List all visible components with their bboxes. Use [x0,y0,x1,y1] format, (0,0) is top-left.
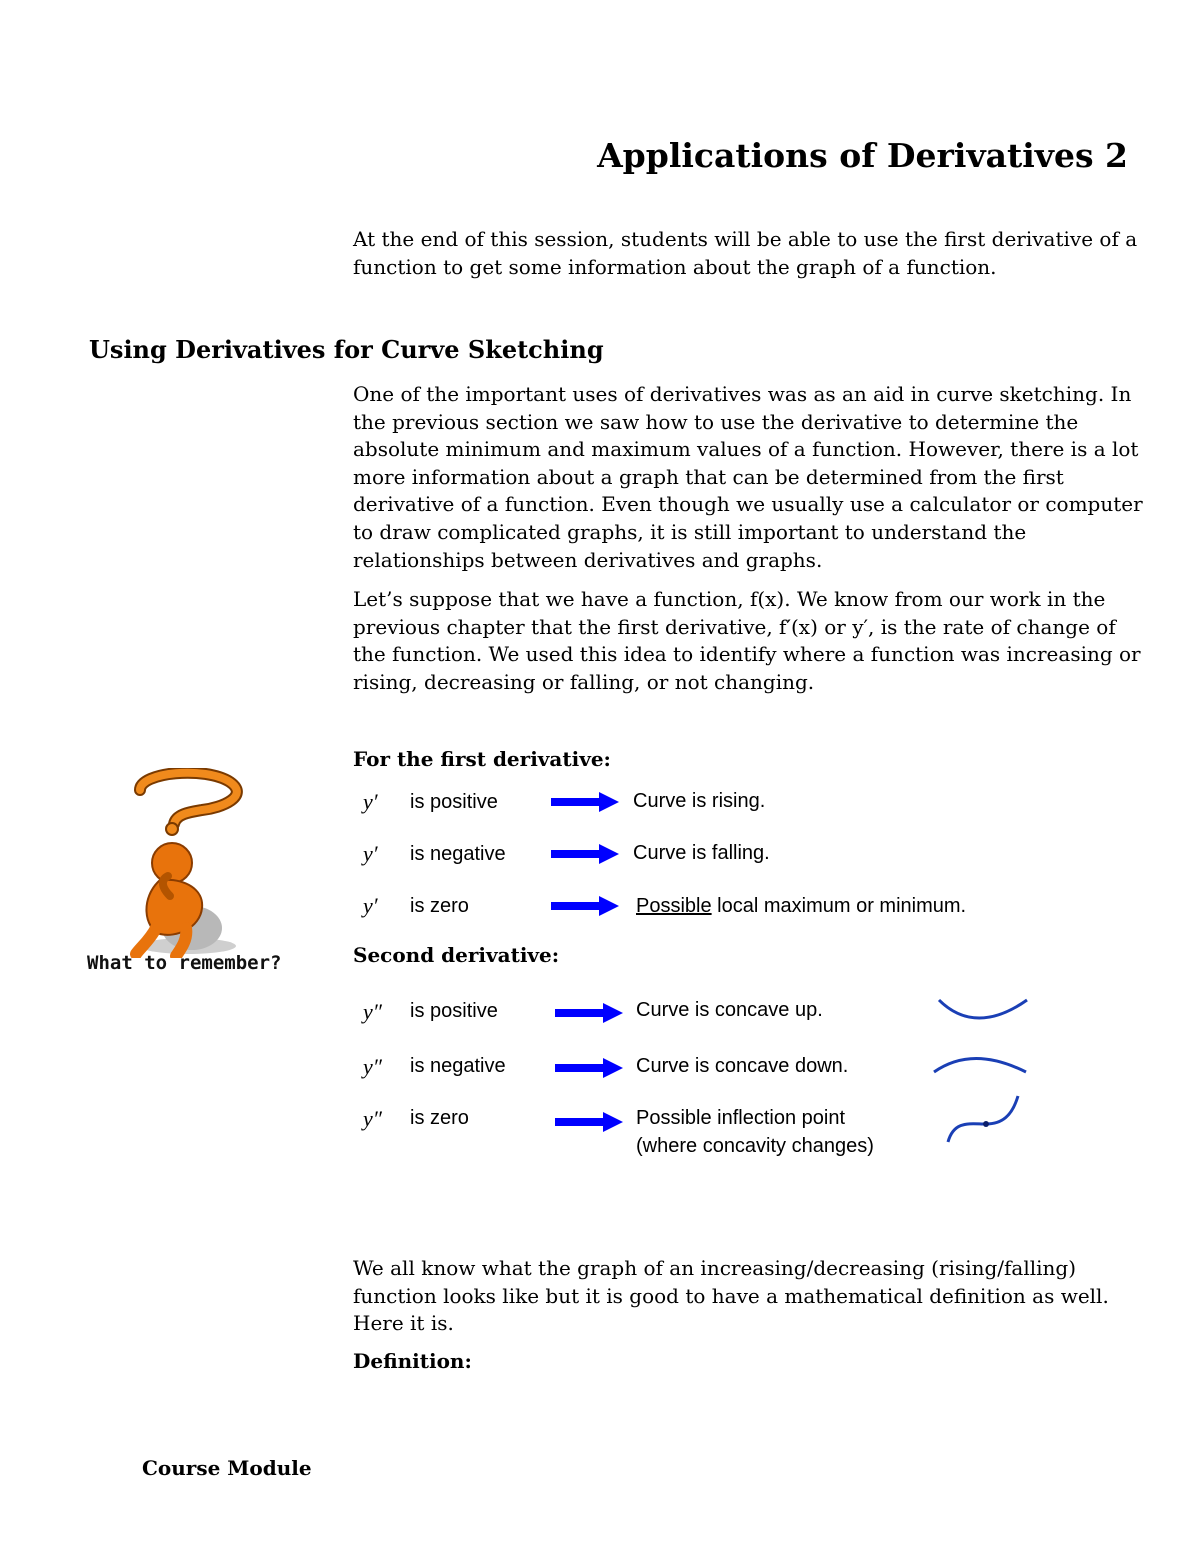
second-derivative-heading: Second derivative: [353,943,560,967]
y-prime-symbol: y′ [363,789,378,814]
result-line-2: (where concavity changes) [636,1135,874,1157]
right-arrow-icon [555,1058,623,1078]
right-arrow-icon [555,1112,623,1132]
condition-label: is positive [410,791,498,813]
y-double-prime-symbol: y″ [363,1106,382,1131]
underlined-word: Possible [636,895,712,917]
page-title: Applications of Derivatives 2 [597,136,1128,175]
condition-label: is negative [410,1055,506,1077]
paragraph-definition-intro: We all know what the graph of an increasing/decreasing (rising/falling) function looks like but it is good to have a mathematical definition as well. Here it is. [353,1256,1109,1336]
y-prime-symbol: y′ [363,841,378,866]
concave-up-curve-icon [933,988,1033,1048]
definition-label: Definition: [353,1349,472,1373]
result-label: Curve is concave up. [636,999,823,1021]
intro-paragraph: At the end of this session, students will be able to use the first derivative of a function to get some information about the graph of a function. [353,227,1138,279]
right-arrow-icon [555,1003,623,1023]
y-double-prime-symbol: y″ [363,1054,382,1079]
illustration-caption: What to remember? [87,952,282,974]
condition-label: is zero [410,1107,469,1129]
section-heading: Using Derivatives for Curve Sketching [89,335,604,364]
footer-course-module: Course Module [142,1456,312,1480]
result-label [636,1104,874,1160]
right-arrow-icon [551,896,619,916]
inflection-curve-icon [940,1090,1040,1150]
paragraph-function-rate: Let’s suppose that we have a function, f(x). We know from our work in the previous chapter that the first derivative, f′(x) or y′, is the rate of change of the function. We used this idea to identify where a function was increasing or rising, decreasing or falling, or not changing. [353,587,1141,694]
result-label: Curve is concave down. [636,1055,849,1077]
thinking-figure-icon [110,768,260,958]
condition-label: is positive [410,1000,498,1022]
y-prime-symbol: y′ [363,893,378,918]
result-line-1: Possible inflection point [636,1107,846,1129]
y-double-prime-symbol: y″ [363,999,382,1024]
result-label [636,892,966,920]
right-arrow-icon [551,844,619,864]
result-rest: local maximum or minimum. [711,895,967,917]
right-arrow-icon [551,792,619,812]
result-label: Curve is rising. [633,790,766,812]
condition-label: is zero [410,895,469,917]
first-derivative-heading: For the first derivative: [353,747,611,771]
result-label: Curve is falling. [633,842,770,864]
condition-label: is negative [410,843,506,865]
paragraph-curve-sketching: One of the important uses of derivatives was as an aid in curve sketching. In the previous section we saw how to use the derivative to determine the absolute minimum and maximum values of a function. However, there is a lot more information about a graph that can be determined from the first derivative of a function. Even though we usually use a calculator or computer to draw complicated graphs, it is still important to understand the relationships between derivatives and graphs. [353,382,1143,572]
